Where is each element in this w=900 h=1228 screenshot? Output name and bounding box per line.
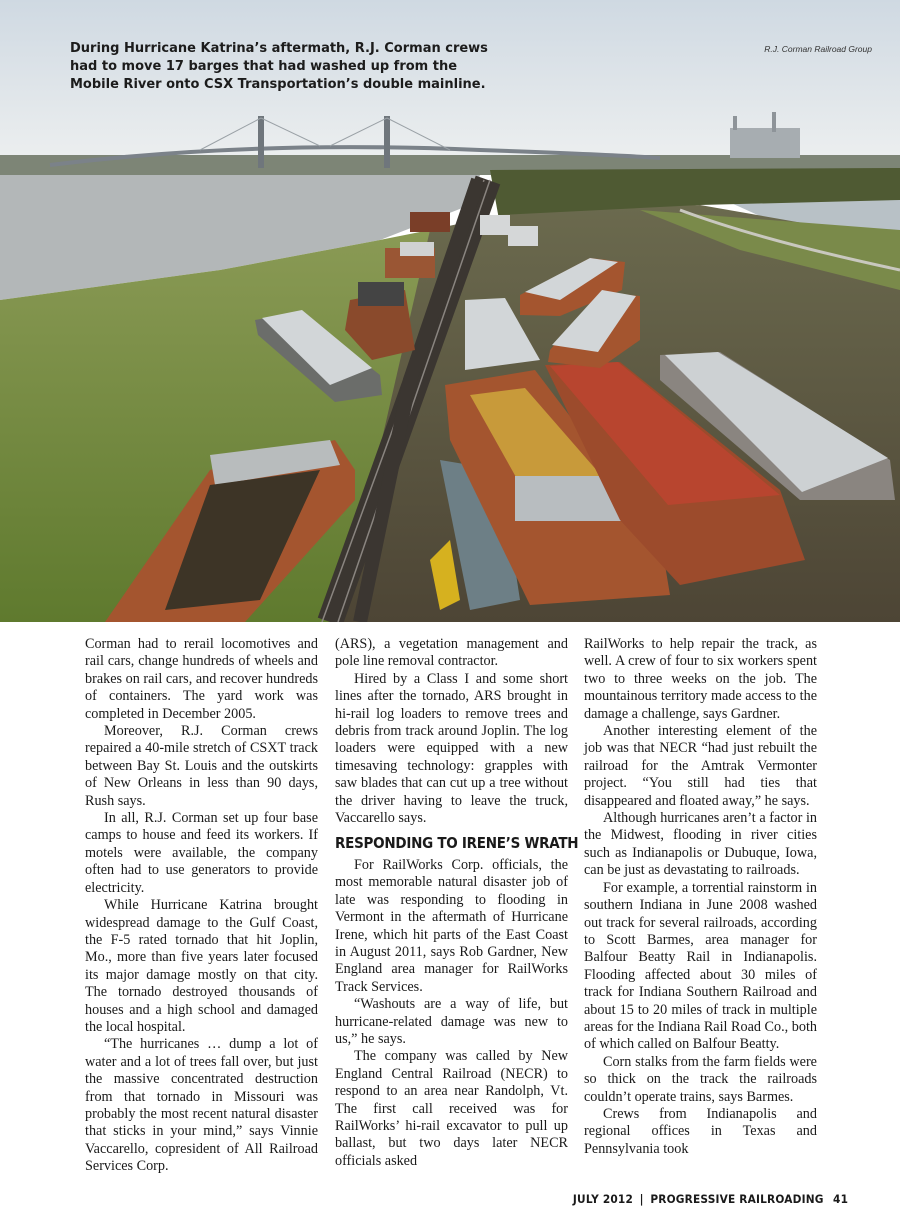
paragraph: Another interesting element of the job was that NECR “had just rebuilt the railroad for the Amtrak Vermonter project. “You still had ties that disappeared and floated away,” he says.: [584, 723, 817, 809]
paragraph: Although hurricanes aren’t a factor in the Midwest, flooding in river cities such as Indianapolis or Dubuque, Iowa, can be just as devastating to railroads.: [584, 810, 817, 879]
paragraph: RailWorks to help repair the track, as well. A crew of four to six workers spent two to three weeks on the job. The mountainous territory made access to the damage a challenge, says Gardner.: [584, 636, 817, 722]
page-footer: [573, 1192, 848, 1206]
photo-caption: During Hurricane Katrina’s aftermath, R.J. Corman crews had to move 17 barges that had washed up from the Mobile River onto CSX Transportation’s double mainline.: [70, 41, 488, 92]
page-number: 41: [832, 1192, 848, 1206]
paragraph: Corn stalks from the farm fields were so thick on the track the railroads couldn’t operate trains, says Barmes.: [584, 1053, 817, 1105]
paragraph: For example, a torrential rainstorm in southern Indiana in June 2008 washed out track for several railroads, according to Scott Barmes, area manager for Balfour Beatty Rail in Indianapolis. Flooding affected about 30 miles of track for Indiana Southern Railroad and about 15 to 20 miles of track in multiple areas for the Indiana Rail Road Co., both of which called on Balfour Beatty.: [584, 879, 817, 1053]
paragraph: While Hurricane Katrina brought widespread damage to the Gulf Coast, the F-5 rated tornado that hit Joplin, Mo., more than five years later focused its major damage mostly on that city. The tornado destroyed thousands of houses and a high school and damaged the local hospital.: [85, 897, 318, 1035]
text-column-2: [335, 636, 579, 1170]
paragraph: Crews from Indianapolis and regional offices in Texas and Pennsylvania took: [584, 1105, 817, 1157]
magazine-name: PROGRESSIVE RAILROADING: [650, 1192, 824, 1206]
paragraph: Moreover, R.J. Corman crews repaired a 40-mile stretch of CSXT track between Bay St. Louis and the outskirts of New Orleans in less than 90 days, Rush says.: [85, 723, 318, 809]
paragraph: Corman had to rerail locomotives and rail cars, change hundreds of wheels and brakes on rail cars, and recover hundreds of containers. The yard work was completed in December 2005.: [85, 636, 318, 722]
text-column-3: [584, 636, 817, 1158]
paragraph: For RailWorks Corp. officials, the most memorable natural disaster job of late was responding to flooding in Vermont in the aftermath of Hurricane Irene, which hit parts of the East Coast in August 2011, says Rob Gardner, New England area manager for RailWorks Track Services.: [335, 856, 568, 995]
paragraph: The company was called by New England Central Railroad (NECR) to respond to an area near Randolph, Vt. The first call received was for RailWorks’ hi-rail excavator to pull up ballast, but two days later NECR officials asked: [335, 1048, 568, 1169]
paragraph: “The hurricanes … dump a lot of water and a lot of trees fall over, but just the massive concentrated destruction from that tornado in Missouri was probably the most recent natural disaster that sticks in your mind,” says Vinnie Vaccarello, copresident of All Railroad Services Corp.: [85, 1036, 318, 1175]
text-column-1: [85, 636, 318, 1176]
footer-separator: |: [639, 1192, 644, 1206]
section-heading: RESPONDING TO IRENE’S WRATH: [335, 834, 579, 853]
paragraph: (ARS), a vegetation management and pole line removal contractor.: [335, 636, 568, 670]
paragraph: Hired by a Class I and some short lines after the tornado, ARS brought in hi-rail log loaders to remove trees and debris from track around Joplin. The log loaders were equipped with a new timesaving technology: grapples with saw blades that can cut up a tree without the driver having to leave the truck, Vaccarello says.: [335, 670, 568, 827]
photo-credit: R.J. Corman Railroad Group: [764, 44, 872, 54]
issue-date: JULY 2012: [572, 1192, 633, 1206]
paragraph: “Washouts are a way of life, but hurricane-related damage was new to us,” he says.: [335, 996, 568, 1047]
paragraph: In all, R.J. Corman set up four base camps to house and feed its workers. If motels were available, the company often had to use generators to provide electricity.: [85, 810, 318, 896]
